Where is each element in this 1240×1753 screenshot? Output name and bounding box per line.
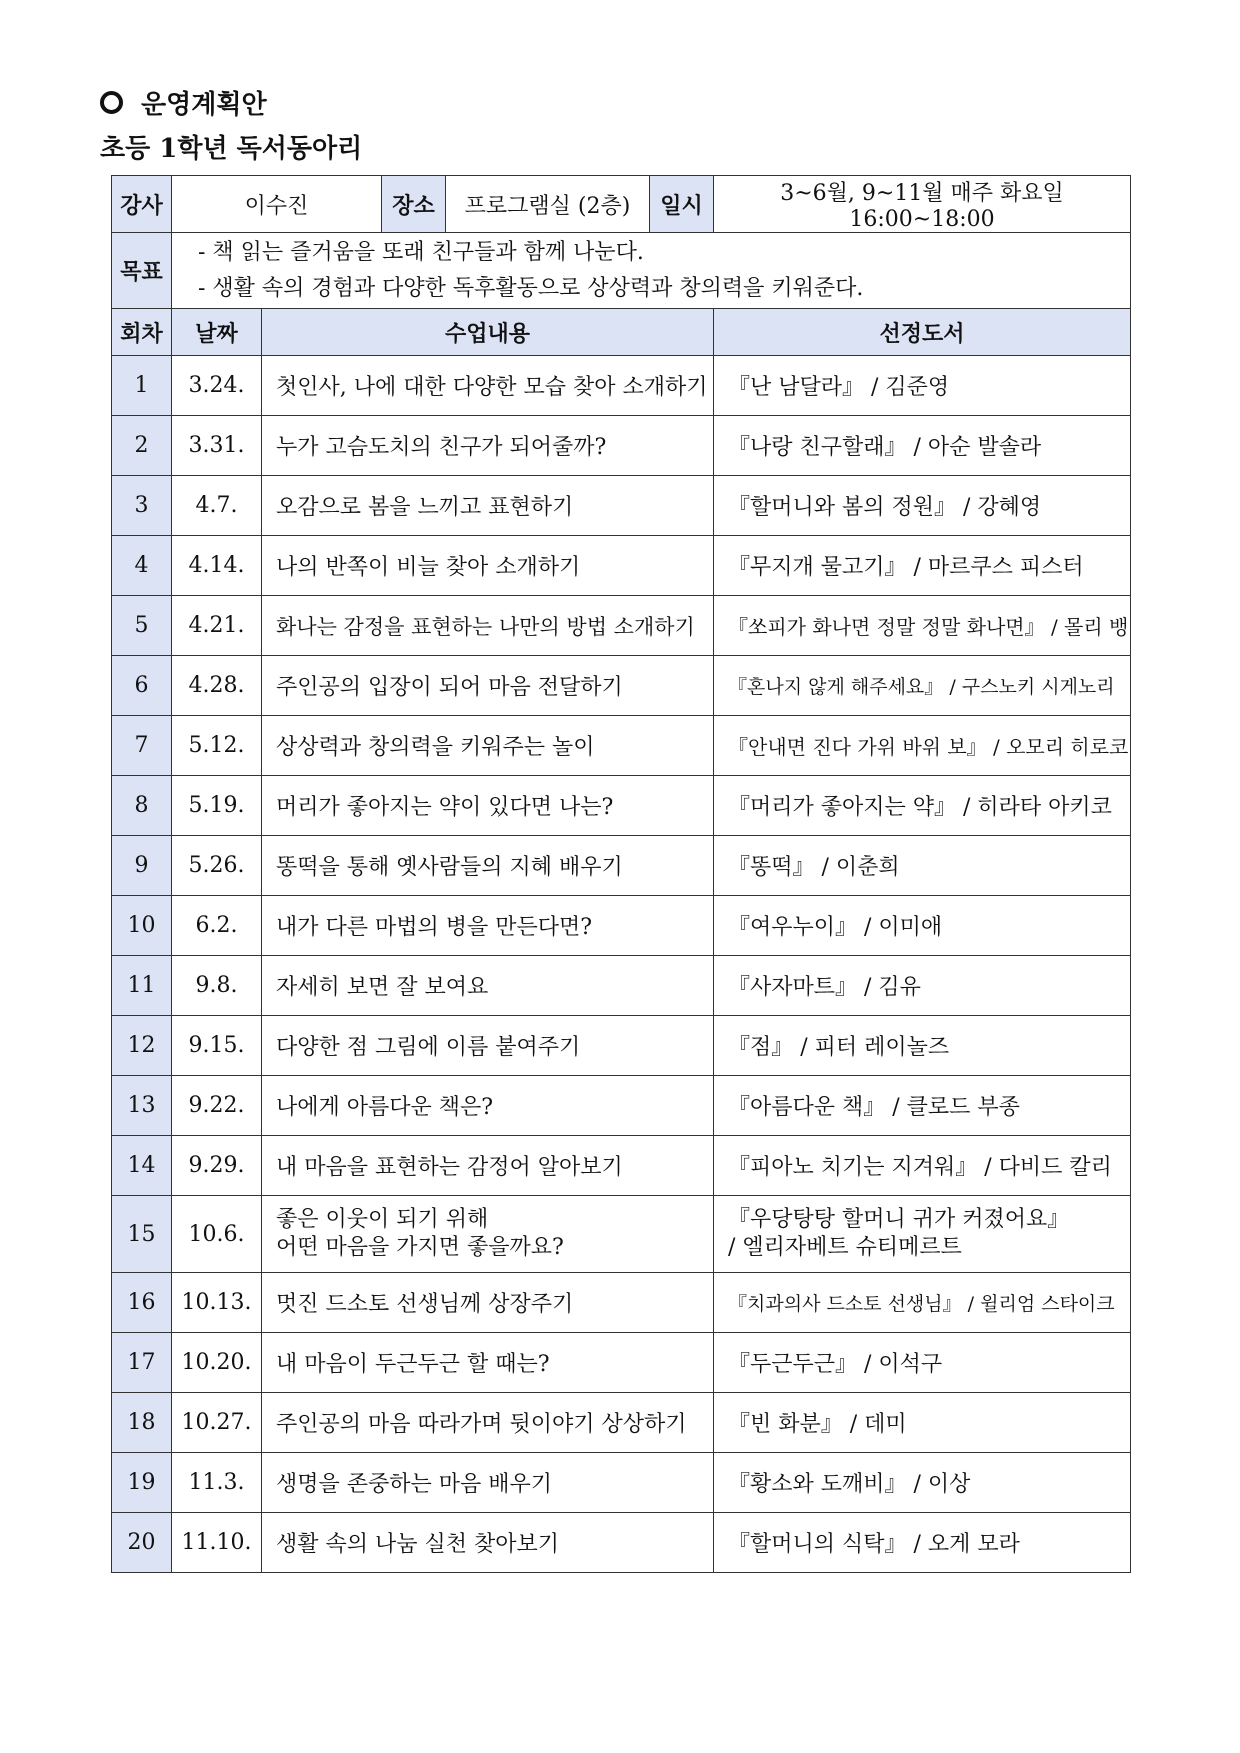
session-date: 4.7. <box>172 476 262 536</box>
instructor-value: 이수진 <box>172 176 382 233</box>
session-content: 생명을 존중하는 마음 배우기 <box>262 1453 714 1513</box>
session-content-line-1: 좋은 이웃이 되기 위해 <box>276 1207 489 1232</box>
session-book: 『황소와 도깨비』 / 이상 <box>714 1453 1131 1513</box>
info-row <box>112 176 1131 233</box>
session-date: 5.26. <box>172 836 262 896</box>
session-content: 내가 다른 마법의 병을 만든다면? <box>262 896 714 956</box>
session-content: 머리가 좋아지는 약이 있다면 나는? <box>262 776 714 836</box>
goal-line-1: - 책 읽는 즐거움을 또래 친구들과 함께 나눈다. <box>198 239 644 265</box>
session-row <box>112 1333 1131 1393</box>
session-book: 『여우누이』 / 이미애 <box>714 896 1131 956</box>
session-number: 5 <box>112 596 172 656</box>
program-title: 초등 1학년 독서동아리 <box>100 134 363 164</box>
session-book: 『사자마트』 / 김유 <box>714 956 1131 1016</box>
session-date: 11.3. <box>172 1453 262 1513</box>
session-date: 10.13. <box>172 1273 262 1333</box>
session-book: 『빈 화분』 / 데미 <box>714 1393 1131 1453</box>
session-row <box>112 1393 1131 1453</box>
session-number: 8 <box>112 776 172 836</box>
session-book-line-2: / 엘리자베트 슈티메르트 <box>728 1235 962 1260</box>
session-book: 『머리가 좋아지는 약』 / 히라타 아키코 <box>714 776 1131 836</box>
session-date: 11.10. <box>172 1513 262 1573</box>
session-number: 18 <box>112 1393 172 1453</box>
session-row <box>112 416 1131 476</box>
session-date: 6.2. <box>172 896 262 956</box>
session-content: 주인공의 마음 따라가며 뒷이야기 상상하기 <box>262 1393 714 1453</box>
session-number: 9 <box>112 836 172 896</box>
session-number: 14 <box>112 1136 172 1196</box>
session-row <box>112 956 1131 1016</box>
session-date: 4.14. <box>172 536 262 596</box>
session-book: 『점』 / 피터 레이놀즈 <box>714 1016 1131 1076</box>
session-content: 상상력과 창의력을 키워주는 놀이 <box>262 716 714 776</box>
session-row <box>112 1076 1131 1136</box>
session-row <box>112 656 1131 716</box>
session-book: 『피아노 치기는 지겨워』 / 다비드 칼리 <box>714 1136 1131 1196</box>
section-heading-text: 운영계획안 <box>141 90 267 120</box>
goal-line-2: - 생활 속의 경험과 다양한 독후활동으로 상상력과 창의력을 키워준다. <box>198 275 864 301</box>
session-number: 10 <box>112 896 172 956</box>
session-book: 『두근두근』 / 이석구 <box>714 1333 1131 1393</box>
session-content: 첫인사, 나에 대한 다양한 모습 찾아 소개하기 <box>262 356 714 416</box>
session-content: 내 마음이 두근두근 할 때는? <box>262 1333 714 1393</box>
session-content: 내 마음을 표현하는 감정어 알아보기 <box>262 1136 714 1196</box>
session-row <box>112 356 1131 416</box>
session-number: 12 <box>112 1016 172 1076</box>
session-row <box>112 1016 1131 1076</box>
session-date: 9.15. <box>172 1016 262 1076</box>
session-book: 『혼나지 않게 해주세요』 / 구스노키 시게노리 <box>714 656 1131 716</box>
session-row <box>112 836 1131 896</box>
session-number: 20 <box>112 1513 172 1573</box>
session-content: 멋진 드소토 선생님께 상장주기 <box>262 1273 714 1333</box>
session-date: 9.29. <box>172 1136 262 1196</box>
session-content: 누가 고슴도치의 친구가 되어줄까? <box>262 416 714 476</box>
instructor-label: 강사 <box>112 176 172 233</box>
session-content <box>262 1196 714 1273</box>
session-number: 7 <box>112 716 172 776</box>
session-row <box>112 1513 1131 1573</box>
session-number: 4 <box>112 536 172 596</box>
session-row <box>112 1273 1131 1333</box>
session-row <box>112 476 1131 536</box>
session-date: 5.12. <box>172 716 262 776</box>
session-book: 『쏘피가 화나면 정말 정말 화나면』 / 몰리 뱅 <box>714 596 1131 656</box>
session-row <box>112 1136 1131 1196</box>
session-date: 10.27. <box>172 1393 262 1453</box>
session-book: 『할머니와 봄의 정원』 / 강혜영 <box>714 476 1131 536</box>
place-label: 장소 <box>382 176 446 233</box>
session-date: 9.22. <box>172 1076 262 1136</box>
session-content: 나에게 아름다운 책은? <box>262 1076 714 1136</box>
section-heading <box>100 84 267 121</box>
goal-row <box>112 233 1131 309</box>
session-row <box>112 1196 1131 1273</box>
session-content: 화나는 감정을 표현하는 나만의 방법 소개하기 <box>262 596 714 656</box>
place-value: 프로그램실 (2층) <box>446 176 650 233</box>
session-number: 13 <box>112 1076 172 1136</box>
session-row <box>112 596 1131 656</box>
session-date: 10.6. <box>172 1196 262 1273</box>
session-number: 15 <box>112 1196 172 1273</box>
session-number: 2 <box>112 416 172 476</box>
session-book-line-1: 『우당탕탕 할머니 귀가 커졌어요』 <box>728 1207 1070 1232</box>
column-header-session: 회차 <box>112 309 172 356</box>
session-book: 『똥떡』 / 이춘희 <box>714 836 1131 896</box>
session-number: 6 <box>112 656 172 716</box>
session-row <box>112 776 1131 836</box>
session-number: 3 <box>112 476 172 536</box>
session-content: 다양한 점 그림에 이름 붙여주기 <box>262 1016 714 1076</box>
session-date: 3.24. <box>172 356 262 416</box>
circle-bullet-icon <box>100 91 123 114</box>
session-date: 9.8. <box>172 956 262 1016</box>
session-date: 3.31. <box>172 416 262 476</box>
column-header-book: 선정도서 <box>714 309 1131 356</box>
plan-table <box>111 175 1131 1573</box>
session-date: 10.20. <box>172 1333 262 1393</box>
session-book: 『난 남달라』 / 김준영 <box>714 356 1131 416</box>
session-date: 4.28. <box>172 656 262 716</box>
session-number: 16 <box>112 1273 172 1333</box>
session-book: 『할머니의 식탁』 / 오게 모라 <box>714 1513 1131 1573</box>
session-date: 5.19. <box>172 776 262 836</box>
column-header-row <box>112 309 1131 356</box>
session-book: 『아름다운 책』 / 클로드 부종 <box>714 1076 1131 1136</box>
session-content: 오감으로 봄을 느끼고 표현하기 <box>262 476 714 536</box>
session-content: 생활 속의 나눔 실천 찾아보기 <box>262 1513 714 1573</box>
session-row <box>112 716 1131 776</box>
session-row <box>112 536 1131 596</box>
session-content: 나의 반쪽이 비늘 찾아 소개하기 <box>262 536 714 596</box>
session-book: 『치과의사 드소토 선생님』 / 윌리엄 스타이크 <box>714 1273 1131 1333</box>
session-book: 『나랑 친구할래』 / 아순 발솔라 <box>714 416 1131 476</box>
session-book <box>714 1196 1131 1273</box>
session-row <box>112 896 1131 956</box>
session-content-line-2: 어떤 마음을 가지면 좋을까요? <box>276 1235 564 1260</box>
schedule-value: 3~6월, 9~11월 매주 화요일 16:00~18:00 <box>714 176 1131 233</box>
session-content: 주인공의 입장이 되어 마음 전달하기 <box>262 656 714 716</box>
goal-text <box>172 233 1131 309</box>
session-number: 17 <box>112 1333 172 1393</box>
session-book: 『무지개 물고기』 / 마르쿠스 피스터 <box>714 536 1131 596</box>
schedule-label: 일시 <box>650 176 714 233</box>
column-header-content: 수업내용 <box>262 309 714 356</box>
session-number: 19 <box>112 1453 172 1513</box>
session-number: 11 <box>112 956 172 1016</box>
session-date: 4.21. <box>172 596 262 656</box>
session-content: 똥떡을 통해 옛사람들의 지혜 배우기 <box>262 836 714 896</box>
goal-label: 목표 <box>112 233 172 309</box>
session-number: 1 <box>112 356 172 416</box>
column-header-date: 날짜 <box>172 309 262 356</box>
session-content: 자세히 보면 잘 보여요 <box>262 956 714 1016</box>
session-row <box>112 1453 1131 1513</box>
session-book: 『안내면 진다 가위 바위 보』 / 오모리 히로코 <box>714 716 1131 776</box>
